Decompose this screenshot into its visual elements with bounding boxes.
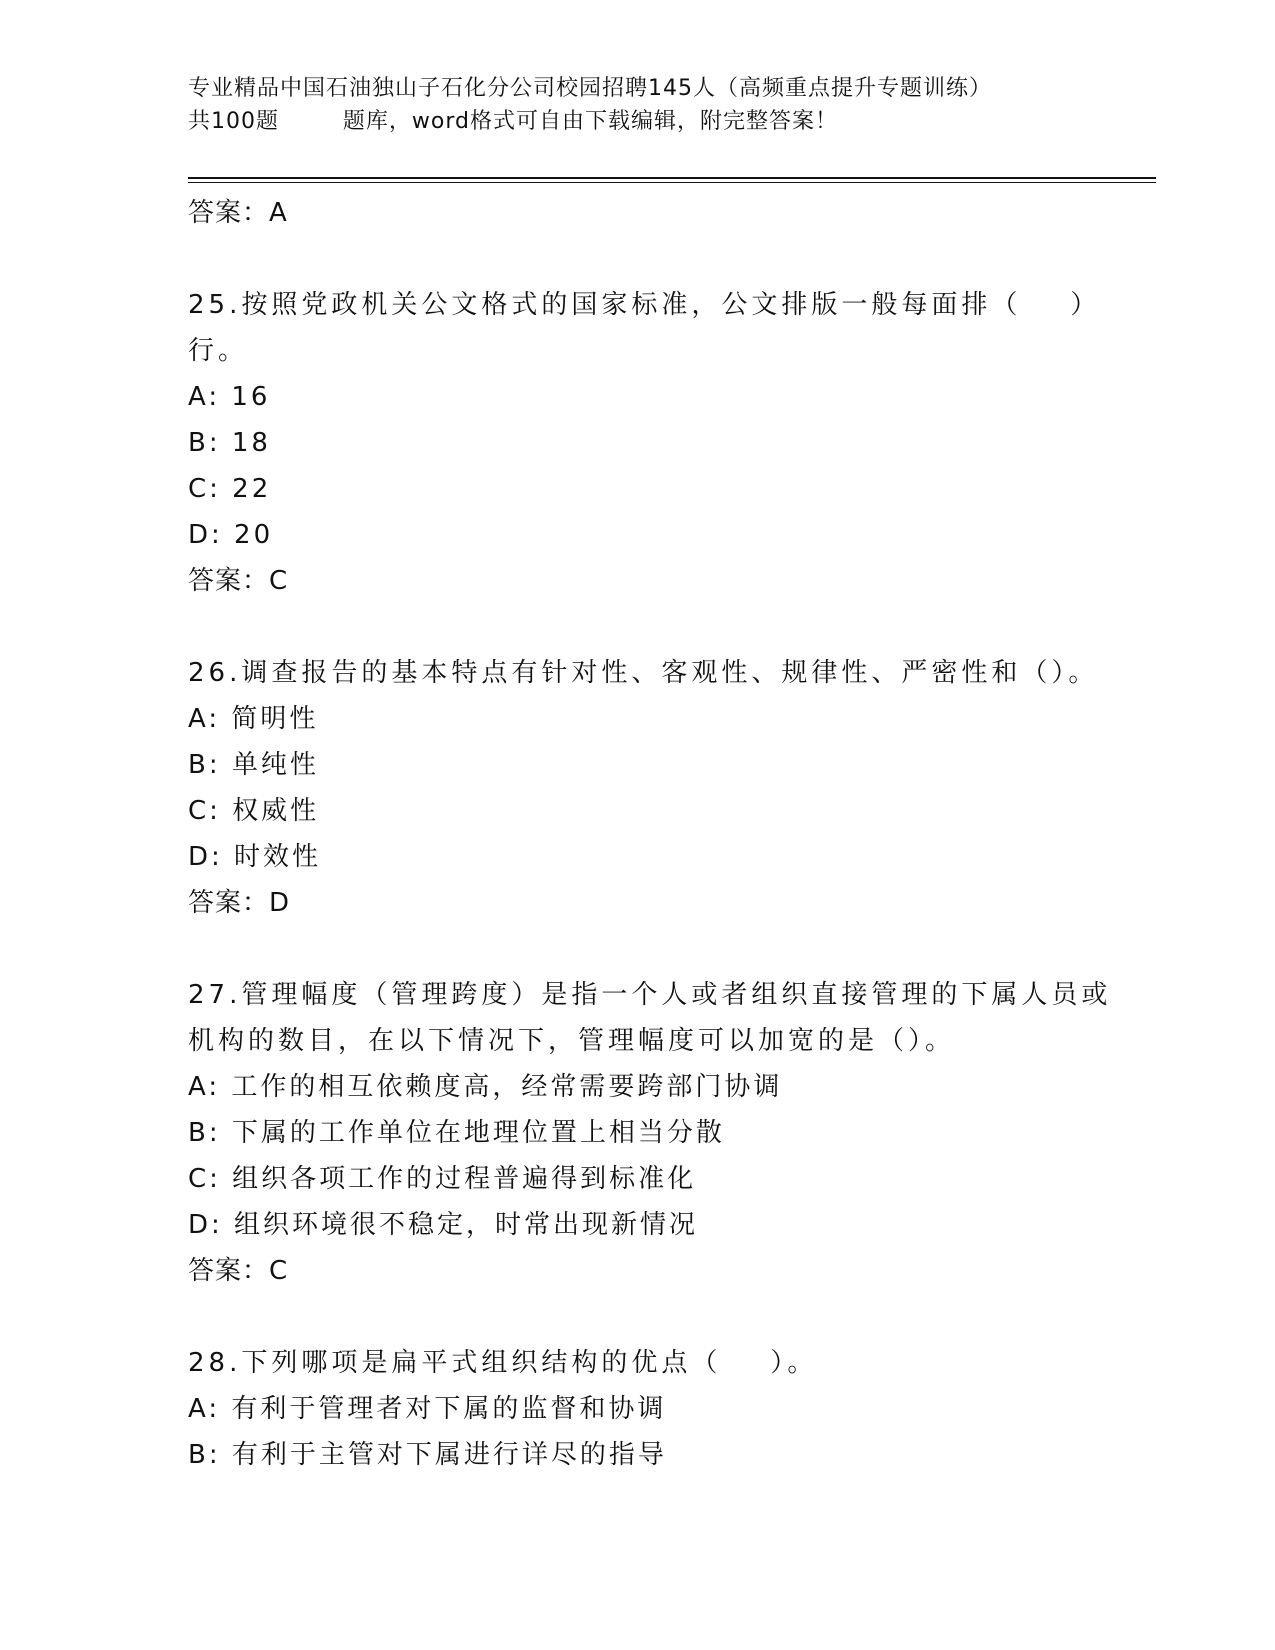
option-a: A: 工作的相互依赖度高，经常需要跨部门协调 bbox=[188, 1072, 783, 1102]
option-a: A: 有利于管理者对下属的监督和协调 bbox=[188, 1394, 667, 1424]
option-d: D: 时效性 bbox=[188, 842, 322, 872]
answer-line: 答案：A bbox=[188, 198, 288, 228]
option-b: B: 单纯性 bbox=[188, 750, 319, 780]
option-c: C: 22 bbox=[188, 474, 272, 504]
question-28 bbox=[188, 1340, 1088, 1478]
option-b: B: 有利于主管对下属进行详尽的指导 bbox=[188, 1440, 667, 1470]
option-b: B: 下属的工作单位在地理位置上相当分散 bbox=[188, 1118, 725, 1148]
question-25 bbox=[188, 282, 1101, 604]
question-text-continued: 机构的数目，在以下情况下，管理幅度可以加宽的是（）。 bbox=[188, 1026, 956, 1056]
answer-line: 答案：D bbox=[188, 888, 291, 918]
option-d: D: 组织环境很不稳定，时常出现新情况 bbox=[188, 1210, 699, 1240]
question-text: 25.按照党政机关公文格式的国家标准，公文排版一般每面排（ ） bbox=[188, 290, 1101, 320]
question-text: 27.管理幅度（管理跨度）是指一个人或者组织直接管理的下属人员或 bbox=[188, 980, 1112, 1010]
header-divider-thick bbox=[188, 177, 1156, 179]
option-c: C: 组织各项工作的过程普遍得到标准化 bbox=[188, 1164, 697, 1194]
option-d: D: 20 bbox=[188, 520, 274, 550]
header-divider-thin bbox=[188, 182, 1156, 183]
question-27 bbox=[188, 972, 1112, 1294]
question-text: 26.调查报告的基本特点有针对性、客观性、规律性、严密性和（）。 bbox=[188, 658, 1099, 688]
option-a: A: 简明性 bbox=[188, 704, 319, 734]
spacer bbox=[188, 926, 1088, 972]
document-header bbox=[188, 72, 1148, 138]
spacer bbox=[188, 604, 1088, 650]
option-a: A: 16 bbox=[188, 382, 271, 412]
answer-line: 答案：C bbox=[188, 566, 289, 596]
question-text-continued: 行。 bbox=[188, 336, 249, 366]
header-title: 专业精品中国石油独山子石化分公司校园招聘145人（高频重点提升专题训练） bbox=[188, 76, 992, 101]
header-subtitle: 共100题 题库，word格式可自由下载编辑，附完整答案！ bbox=[188, 109, 839, 134]
question-text: 28.下列哪项是扁平式组织结构的优点（ ）。 bbox=[188, 1348, 818, 1378]
option-c: C: 权威性 bbox=[188, 796, 320, 826]
spacer bbox=[188, 1294, 1088, 1340]
question-26 bbox=[188, 650, 1099, 926]
spacer bbox=[188, 236, 1088, 282]
option-b: B: 18 bbox=[188, 428, 271, 458]
question-list bbox=[188, 190, 1112, 1478]
answer-line: 答案：C bbox=[188, 1256, 289, 1286]
